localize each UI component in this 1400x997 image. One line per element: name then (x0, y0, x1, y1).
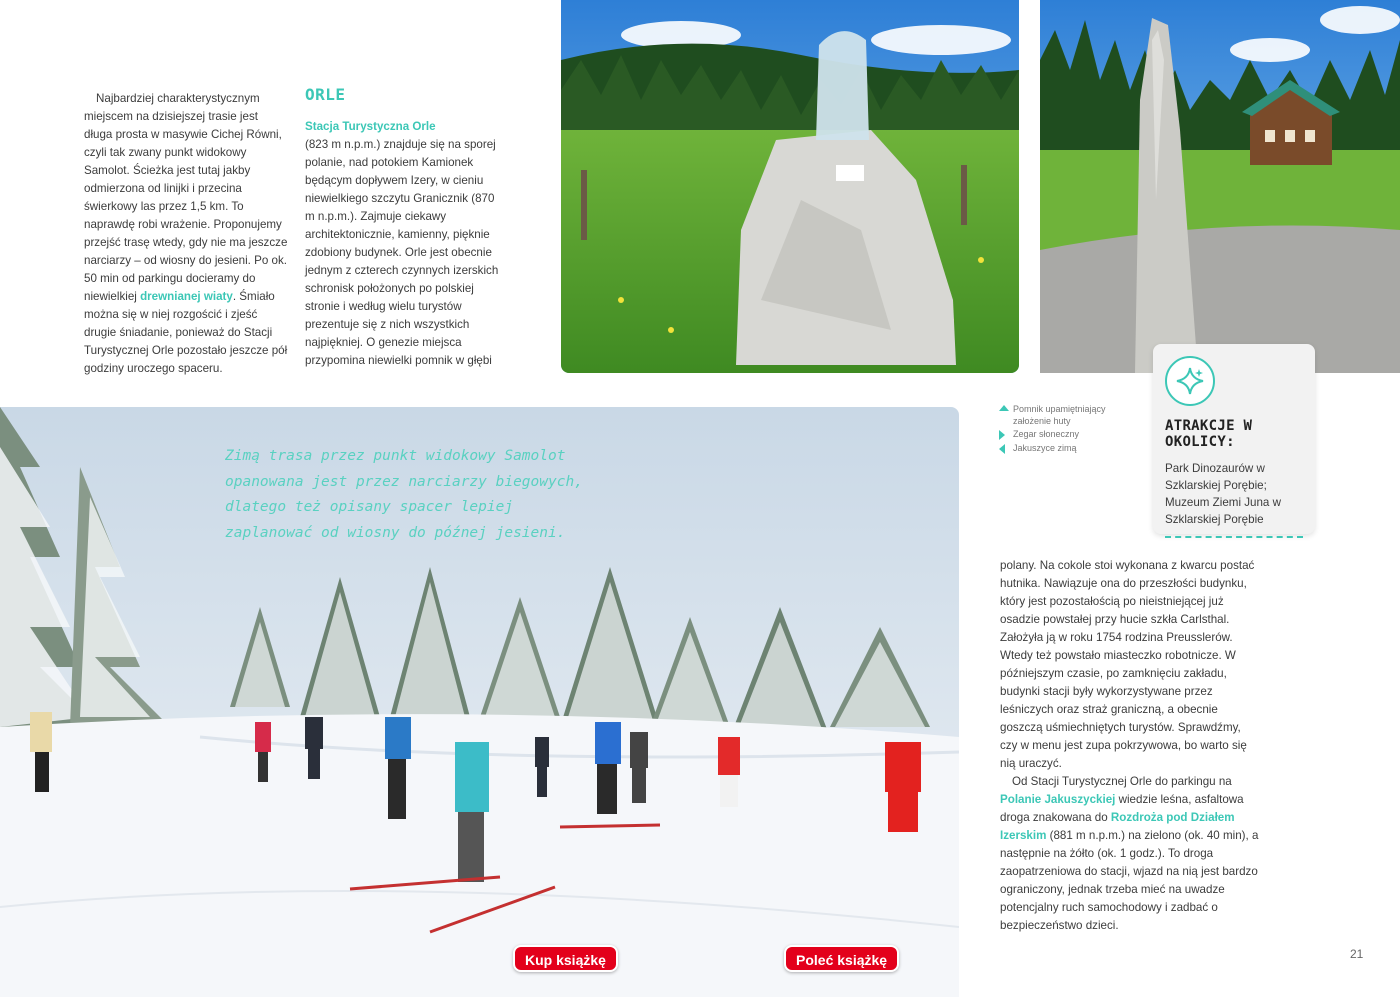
left-paragraph-end: . Śmiało można się w niej rozgościć i zjeść drugie śniadanie, ponieważ do Stacji Turystycznej Orle pozostało jeszcze pół godziny uroczego spaceru. (84, 290, 288, 375)
caption-jakuszyce (999, 443, 1109, 455)
left-paragraph (84, 90, 289, 378)
middle-paragraph-text: (823 m n.p.m.) znajduje się na sporej polanie, nad potokiem Kamionek będącym dopływem Izery, w cieniu niewielkiego szczytu Granicznik (870 m n.p.m.). Zajmuje ciekawy architektonicznie, kamienny, pięknie zdobiony budynek. Orle jest obecnie jednym z czterech czynnych izerskich schronisk położonych po polskiej stronie i według wielu turystów prezentuje się z nich wszystkich najpiękniej. O genezie miejsca przypomina niewielki pomnik w głębi (305, 138, 499, 367)
buy-book-button[interactable]: Kup książkę (513, 945, 618, 972)
caption-monument-text: Pomnik upamiętniający założenie huty (1013, 404, 1106, 426)
hut-photo (1040, 0, 1400, 373)
monument-photo (561, 0, 1019, 373)
arrow-up-icon (999, 405, 1009, 411)
middle-paragraph (305, 118, 505, 370)
right-paragraph-1: polany. Na cokole stoi wykonana z kwarcu postać hutnika. Nawiązuje ona do przeszłości budynku, który jest pozostałością po nieistniejącej już osadzie powstałej przy hucie szkła Carlsthal. Założyła ją w roku 1754 rodzina Preusslerów. Wtedy też powstało miasteczko robotnicze. W późniejszym czasie, po zamknięciu zakładu, budynki stacji były wykorzystywane przez leśniczych oraz straż graniczną, a obecnie goszczą uśmiechniętych turystów. Sprawdźmy, czy w menu jest zupa pokrzywowa, bo warto się nią uraczyć. (1000, 559, 1255, 770)
middle-text-column (305, 86, 505, 370)
attractions-title: ATRAKCJE W OKOLICY: (1165, 418, 1253, 450)
attractions-text: Park Dinozaurów w Szklarskiej Porębie; Muzeum Ziemi Juna w Szklarskiej Porębie (1165, 462, 1281, 526)
section-title-orle: ORLE (305, 85, 346, 104)
arrow-left-icon (999, 444, 1005, 454)
caption-sundial-text: Zegar słoneczny (1013, 429, 1080, 439)
right-paragraph-2-end: (881 m n.p.m.) na zielono (ok. 40 min), a następnie na żółto (ok. 1 godz.). To droga zaopatrzeniowa do stacji, wjazd na nią jest bardzo ograniczony, jednak trzeba mieć na uwadze potencjalny ruch samochodowy i zadbać o bezpieczeństwo dzieci. (1000, 829, 1259, 932)
left-text-column (84, 90, 289, 378)
attractions-divider (1165, 536, 1303, 538)
right-paragraph-2 (1000, 773, 1260, 935)
right-paragraph-2-start: Od Stacji Turystycznej Orle do parkingu na (1012, 775, 1232, 788)
winter-quote: Zimą trasa przez punkt widokowy Samolot opanowana jest przez narciarzy biegowych, dlatego też opisany spacer lepiej zaplanować od wiosny do późnej jesieni. (225, 448, 583, 541)
highlight-wooden-shelter: drewnianej wiaty (140, 290, 233, 303)
right-paragraph-2-mid: wiedzie leśna, asfaltowa droga znakowana do (1000, 793, 1244, 824)
right-text-column (1000, 557, 1260, 935)
left-paragraph-text: Najbardziej charakterystycznym miejscem na dzisiejszej trasie jest długa prosta w masywie Cichej Równi, czyli tak zwany punkt widokowy Samolot. Ścieżka jest tutaj jakby odmierzona od linijki i przecina świerkowy las przez 1,5 km. To naprawdę robi wrażenie. Proponujemy przejść trasę wtedy, gdy nie ma jeszcze narciarzy – od wiosny do jesieni. Po ok. 50 min od parkingu docieramy do niewielkiej (84, 92, 288, 303)
caption-jakuszyce-text: Jakuszyce zimą (1013, 442, 1077, 453)
highlight-rozdroze: Rozdroża pod Działem Izerskim (1000, 811, 1235, 842)
arrow-right-icon (999, 430, 1005, 440)
highlight-station-orle: Stacja Turystyczna Orle (305, 120, 436, 133)
photo-captions (999, 404, 1109, 456)
recommend-book-button[interactable]: Poleć książkę (784, 945, 899, 972)
attractions-box (1153, 344, 1315, 534)
highlight-polana-jakuszycka: Polanie Jakuszyckiej (1000, 793, 1116, 806)
caption-monument (999, 404, 1109, 427)
caption-sundial (999, 429, 1109, 441)
page-number: 21 (1350, 947, 1364, 961)
sparkle-icon (1165, 356, 1215, 406)
